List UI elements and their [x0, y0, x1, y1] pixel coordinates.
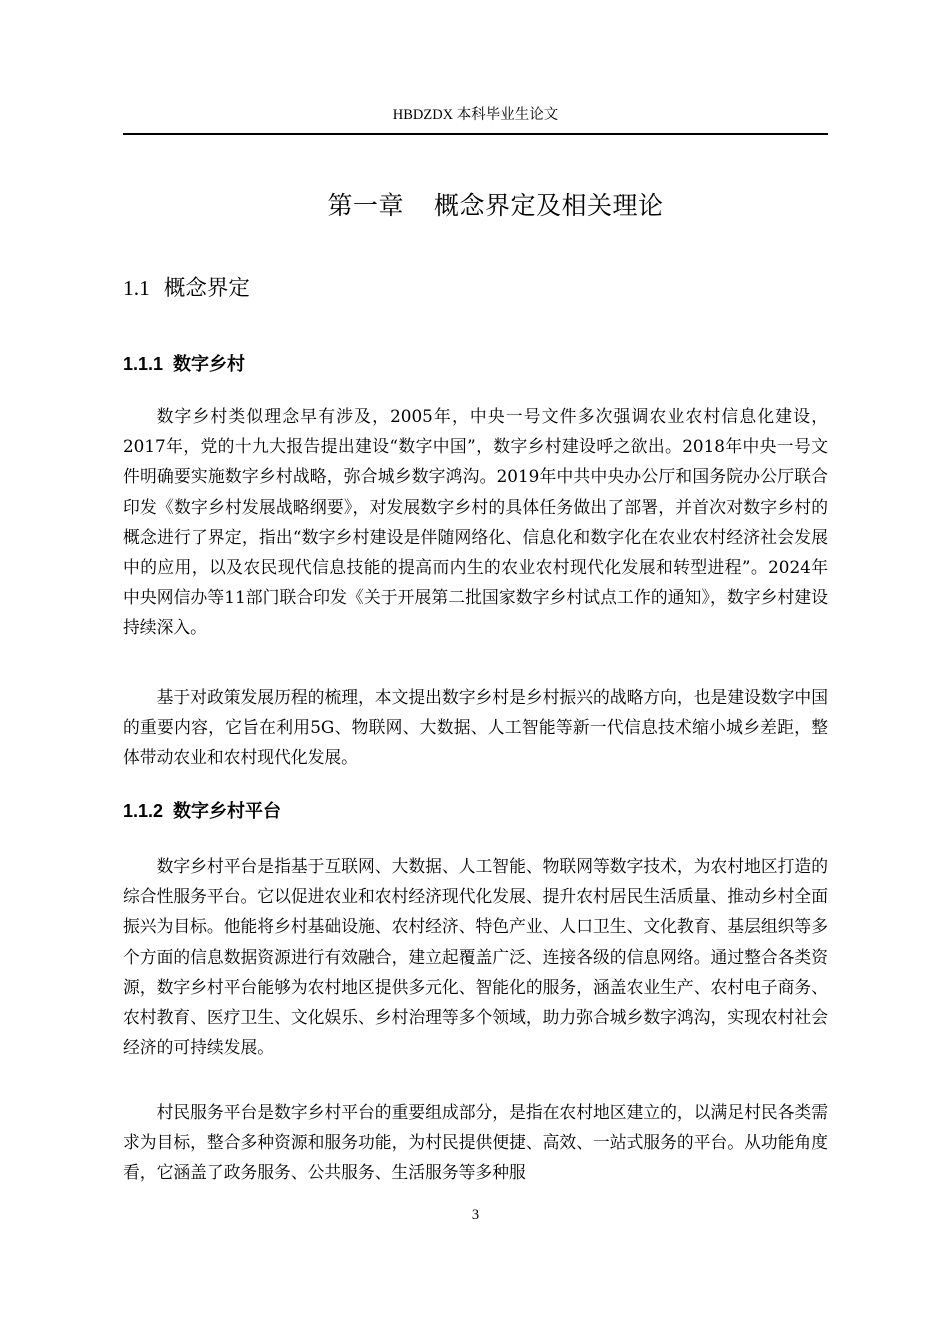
subsection-title-text: 数字乡村平台: [173, 801, 282, 822]
chapter-number: 第一章: [327, 191, 404, 220]
subsection-number: 1.1.2: [123, 801, 164, 821]
subsection-number: 1.1.1: [123, 354, 164, 374]
body-paragraph: 数字乡村类似理念早有涉及，2005年，中央一号文件多次强调农业农村信息化建设，2017年，党的十九大报告提出建设“数字中国”，数字乡村建设呼之欲出。2018年中央一号文件明确要实施数字乡村战略，弥合城乡数字鸿沟。2019年中共中央办公厅和国务院办公厅联合印发《数字乡村发展战略纲要》，对发展数字乡村的具体任务做出了部署，并首次对数字乡村的概念进行了界定，指出“数字乡村建设是伴随网络化、信息化和数字化在农业农村经济社会发展中的应用，以及农民现代信息技能的提高而内生的农业农村现代化发展和转型进程”。2024年中央网信办等11部门联合印发《关于开展第二批国家数字乡村试点工作的通知》，数字乡村建设持续深入。: [123, 406, 828, 638]
page-number: 3: [471, 1207, 480, 1223]
section-title-text: 概念界定: [163, 276, 250, 301]
header-rule: [123, 133, 828, 135]
running-header: HBDZDX 本科毕业生论文: [392, 107, 559, 123]
section-number: 1.1: [123, 276, 150, 300]
subsection-title-text: 数字乡村: [173, 354, 246, 375]
subsection-heading: [123, 796, 281, 827]
body-paragraph: 村民服务平台是数字乡村平台的重要组成部分，是指在农村地区建立的，以满足村民各类需求为目标，整合多种资源和服务功能，为村民提供便捷、高效、一站式服务的平台。从功能角度看，它涵盖了政务服务、公共服务、生活服务等多种服: [123, 1102, 828, 1183]
body-paragraph: 基于对政策发展历程的梳理，本文提出数字乡村是乡村振兴的战略方向，也是建设数字中国的重要内容，它旨在利用5G、物联网、大数据、人工智能等新一代信息技术缩小城乡差距，整体带动农业和农村现代化发展。: [123, 687, 828, 768]
subsection-heading: [123, 349, 245, 380]
chapter-title-text: 概念界定及相关理论: [434, 191, 664, 220]
chapter-title: [123, 186, 868, 226]
body-paragraph: 数字乡村平台是指基于互联网、大数据、人工智能、物联网等数字技术，为农村地区打造的综合性服务平台。它以促进农业和农村经济现代化发展、提升农村居民生活质量、推动乡村全面振兴为目标。他能将乡村基础设施、农村经济、特色产业、人口卫生、文化教育、基层组织等多个方面的信息数据资源进行有效融合，建立起覆盖广泛、连接各级的信息网络。通过整合各类资源，数字乡村平台能够为农村地区提供多元化、智能化的服务，涵盖农业生产、农村电子商务、农村教育、医疗卫生、文化娱乐、乡村治理等多个领域，助力弥合城乡数字鸿沟，实现农村社会经济的可持续发展。: [123, 856, 828, 1058]
section-heading: [123, 271, 250, 306]
